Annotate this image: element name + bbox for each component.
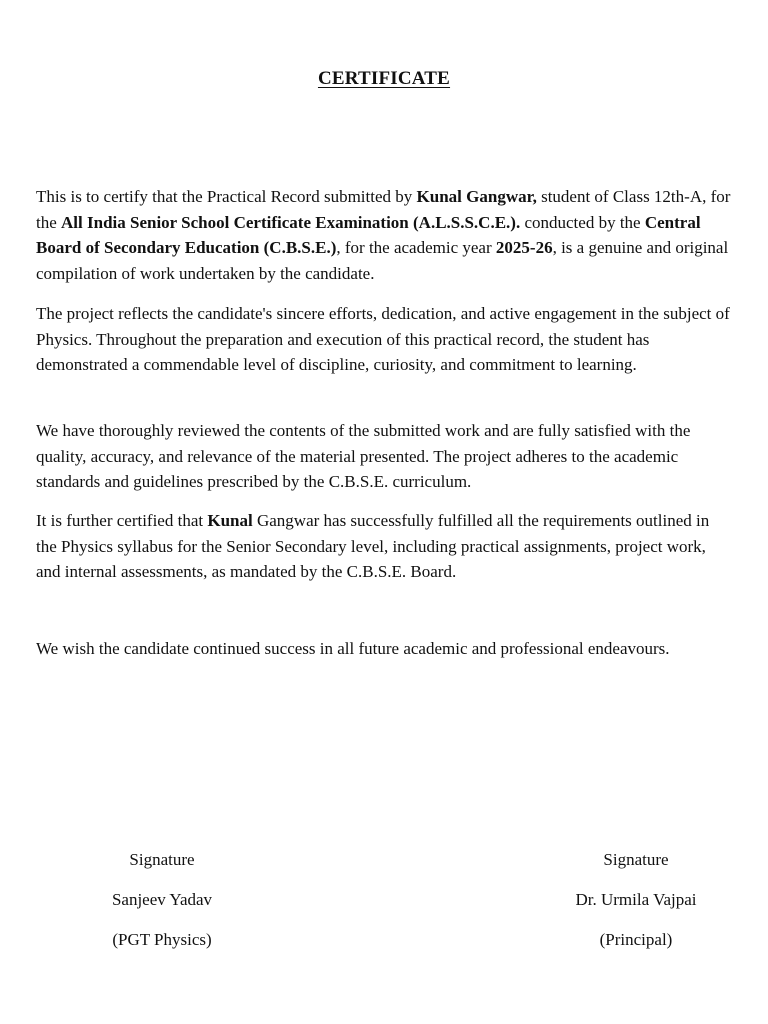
p1-text-3: conducted by the (520, 212, 645, 232)
board-name: Central Board of Secondary Education (C.B.S.E.) (36, 212, 701, 257)
academic-year: 2025-26 (495, 238, 553, 257)
signatory-role: (PGT Physics) (112, 930, 212, 949)
signatory-name: Sanjeev Yadav (111, 890, 213, 909)
p4-text-1: It is further certified that (36, 511, 208, 530)
signature-label: Signature (603, 850, 669, 869)
p4-text-2: Gangwar has successfully fulfilled all the requirements outlined in the Physics syllabus for the Senior Secondary level, including practical assignments, project work, and internal assessments, as mandated by the C.B.S.E. Board. (36, 511, 710, 581)
signature-label: Signature (129, 850, 195, 869)
student-first-name: Kunal (207, 511, 253, 530)
exam-name: All India Senior School Certificate Examination (A.L.S.S.C.E.). (61, 212, 521, 232)
paragraph-certification (36, 184, 732, 286)
certificate-title: CERTIFICATE (317, 68, 451, 89)
p1-text-1: This is to certify that the Practical Record submitted by (36, 187, 417, 206)
paragraph-wishes: We wish the candidate continued success in all future academic and professional endeavours. (36, 639, 670, 658)
p1-text-5: , is a genuine and original compilation of work undertaken by the candidate. (36, 238, 729, 283)
student-name: Kunal Gangwar, (416, 187, 537, 206)
paragraph-review: We have thoroughly reviewed the contents of the submitted work and are fully satisfied with the quality, accuracy, and relevance of the material presented. The project adheres to the academic standards and guidelines prescribed by the C.B.S.E. curriculum. (36, 421, 691, 491)
paragraph-project-reflection: The project reflects the candidate's sincere efforts, dedication, and active engagement in the subject of Physics. Throughout the preparation and execution of this practical record, the student has demonstrated a commendable level of discipline, curiosity, and commitment to learning. (36, 304, 730, 374)
p1-text-2: student of Class 12th-A, for the (36, 187, 731, 232)
p1-text-4: , for the academic year (336, 238, 496, 257)
signatory-name: Dr. Urmila Vajpai (575, 890, 697, 909)
paragraph-further-certification (36, 508, 732, 585)
signature-block-principal (506, 848, 766, 968)
signatory-role: (Principal) (599, 930, 673, 949)
signature-block-teacher (32, 848, 292, 968)
